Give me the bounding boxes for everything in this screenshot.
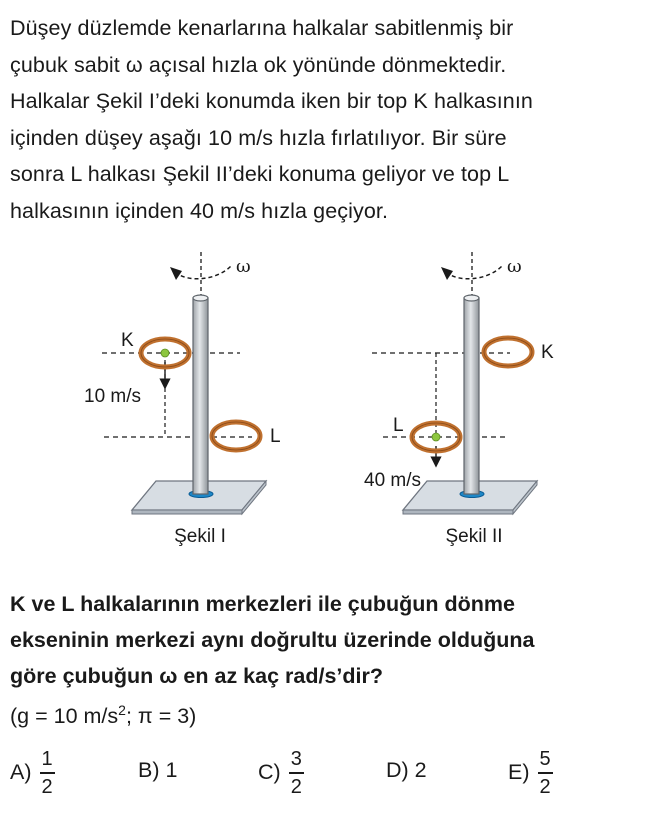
denominator: 2: [41, 775, 53, 798]
choice-e-fraction: [538, 748, 553, 798]
given-values: [10, 704, 196, 729]
ring-k-label: K: [121, 330, 134, 351]
rod: [193, 295, 208, 494]
given-prefix: (g = 10 m/s: [10, 704, 119, 728]
problem-line: halkasının içinden 40 m/s hızla geçiyor.: [10, 198, 389, 223]
ring-l-label: L: [270, 426, 281, 447]
ring-k: [484, 338, 532, 366]
choice-b-value: 1: [165, 758, 178, 782]
rod: [464, 295, 479, 494]
choice-d-value: 2: [414, 758, 427, 782]
ring-k-label: K: [541, 342, 554, 363]
question-text: [10, 586, 665, 694]
choice-b[interactable]: [138, 758, 177, 783]
figure-caption: Şekil I: [174, 526, 226, 547]
denominator: 2: [539, 775, 551, 798]
speed-label: 40 m/s: [364, 470, 422, 491]
question-line: göre çubuğun ω en az kaç rad/s’dir?: [10, 664, 383, 688]
ball: [432, 433, 440, 441]
speed-label: 10 m/s: [84, 386, 142, 407]
ring-l-label: L: [393, 415, 404, 436]
fraction-bar: [538, 772, 553, 774]
omega-label: ω: [236, 256, 251, 277]
choice-b-label: B): [138, 758, 160, 782]
problem-line: sonra L halkası Şekil II’deki konuma geliyor ve top L: [10, 162, 510, 186]
given-exponent: 2: [118, 702, 126, 718]
omega-label: ω: [507, 256, 522, 277]
denominator: 2: [290, 775, 302, 798]
choice-a-label: A): [10, 760, 32, 785]
fraction-bar: [289, 772, 304, 774]
problem-line: Düşey düzlemde kenarlarına halkalar sabitlenmiş bir: [10, 16, 514, 40]
figure-caption: Şekil II: [445, 526, 503, 547]
rotation-arrow-icon: [441, 252, 503, 295]
problem-text: [10, 10, 665, 229]
choice-a-fraction: [40, 748, 55, 798]
numerator: 3: [290, 748, 302, 770]
question-line: K ve L halkalarının merkezleri ile çubuğun dönme: [10, 592, 515, 616]
choice-c[interactable]: [258, 748, 304, 798]
rotation-arrow-icon: [170, 252, 232, 295]
ball: [161, 349, 169, 357]
choice-e-label: E): [508, 760, 530, 785]
numerator: 5: [539, 748, 551, 770]
figure-1: [84, 252, 281, 547]
figure-2: [364, 252, 554, 547]
choice-d[interactable]: [386, 758, 427, 783]
question-line: ekseninin merkezi aynı doğrultu üzerinde olduğuna: [10, 628, 535, 652]
choice-d-label: D): [386, 758, 409, 782]
physics-figure: [0, 240, 671, 560]
fraction-bar: [40, 772, 55, 774]
problem-line: içinden düşey aşağı 10 m/s hızla fırlatılıyor. Bir süre: [10, 125, 507, 150]
problem-line: Halkalar Şekil I’deki konumda iken bir top K halkasının: [10, 89, 533, 113]
problem-line: çubuk sabit ω açısal hızla ok yönünde dönmektedir.: [10, 52, 507, 77]
choice-c-label: C): [258, 760, 281, 785]
choice-e[interactable]: [508, 748, 553, 798]
given-suffix: ; π = 3): [125, 704, 197, 728]
choice-c-fraction: [289, 748, 304, 798]
choice-a[interactable]: [10, 748, 55, 798]
numerator: 1: [41, 748, 53, 770]
ring-l: [212, 422, 260, 450]
